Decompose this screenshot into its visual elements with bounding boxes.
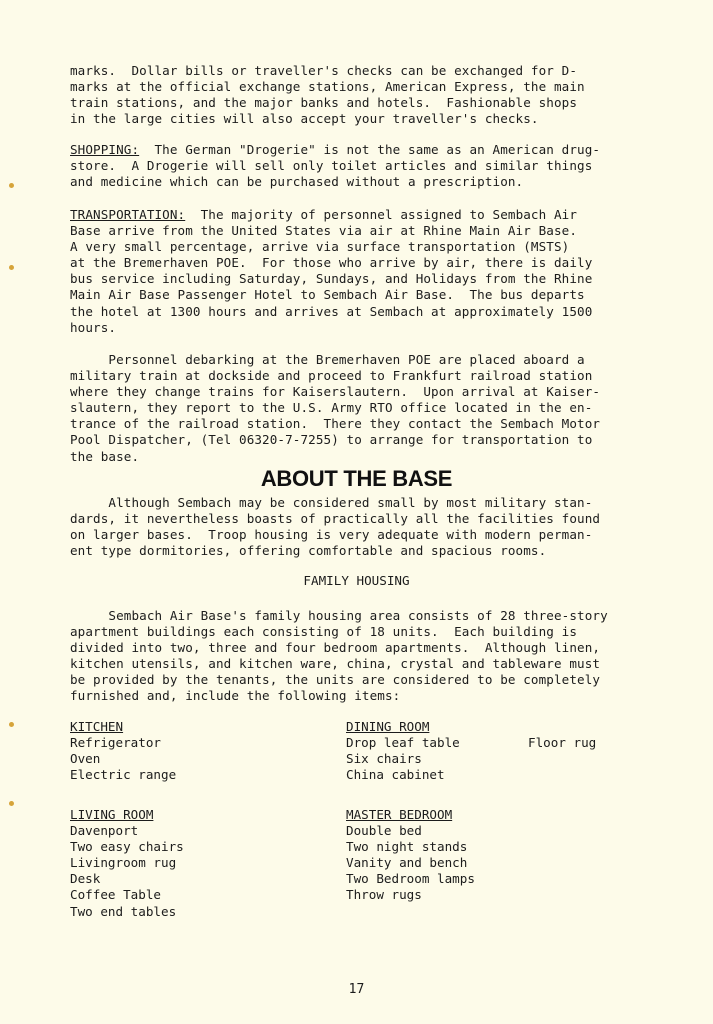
paragraph-about-base: Although Sembach may be considered small by most military stan- dards, it nevertheless boasts of practically all the facilities found on larger bases. Troop housing is very adequate with modern perman- ent type dormitories, offering comfortable and spacious rooms. [70, 495, 601, 559]
list-item: China cabinet [346, 767, 445, 783]
paragraph-family-housing: Sembach Air Base's family housing area consists of 28 three-story apartment buildings each consisting of 18 units. Each building is divided into two, three and four bedroom apartments. Although linen, kitchen utensils, and kitchen ware, china, crystal and tableware must be provided by the tenants, the units are considered to be completely furnished and, include the following items: [70, 608, 608, 704]
list-dining-room [346, 719, 460, 783]
binder-hole-mark [9, 265, 14, 270]
list-title: DINING ROOM [346, 719, 430, 734]
shopping-text: The German "Drogerie" is not the same as an American drug- store. A Drogerie will sell only toilet articles and similar things and medicine which can be purchased without a prescription. [70, 142, 601, 190]
list-item: Davenport [70, 823, 139, 839]
list-item: Vanity and bench [346, 855, 468, 871]
list-item: Two Bedroom lamps [346, 871, 475, 887]
binder-hole-mark [9, 722, 14, 727]
heading-about-the-base: ABOUT THE BASE [260, 466, 453, 491]
list-living-room [70, 807, 184, 920]
list-item: Two night stands [346, 839, 468, 855]
list-item: Oven [70, 751, 101, 767]
list-item: Coffee Table [70, 887, 161, 903]
list-title: MASTER BEDROOM [346, 807, 453, 822]
list-item: Two end tables [70, 903, 177, 919]
paragraph-bremerhaven: Personnel debarking at the Bremerhaven POE are placed aboard a military train at dockside and proceed to Frankfurt railroad station where they change trains for Kaiserslautern. Upon arrival at Kaiser- slautern, they report to the U.S. Army RTO office located in the en- trance of the railroad station. There they contact the Sembach Motor Pool Dispatcher, (Tel 06320-7-7255) to arrange for transportation to the base. [70, 352, 601, 464]
list-item: Electric range [70, 767, 177, 783]
page-number: 17 [348, 982, 365, 997]
section-label-transportation: TRANSPORTATION: [70, 207, 186, 222]
paragraph-shopping [70, 142, 670, 190]
list-item: Throw rugs [346, 887, 422, 903]
list-item: Six chairs [346, 751, 422, 767]
list-item: Floor rug [528, 735, 597, 750]
list-item: Drop leaf table [346, 735, 460, 751]
list-title: KITCHEN [70, 719, 124, 734]
subheading-family-housing: FAMILY HOUSING [303, 573, 410, 588]
list-master-bedroom [346, 807, 475, 904]
list-dining-room-extra [528, 735, 596, 751]
section-label-shopping: SHOPPING: [70, 142, 140, 157]
paragraph-transportation [70, 207, 670, 336]
list-title: LIVING ROOM [70, 807, 154, 822]
list-item: Refrigerator [70, 735, 161, 751]
list-kitchen [70, 719, 176, 783]
binder-hole-mark [9, 801, 14, 806]
binder-hole-mark [9, 183, 14, 188]
list-item: Double bed [346, 823, 422, 839]
list-item: Two easy chairs [70, 839, 184, 855]
transportation-text: The majority of personnel assigned to Sembach Air Base arrive from the United States via air at Rhine Main Air Base. A very small percentage, arrive via surface transportation (MSTS) at the Bremerhaven POE. For those who arrive by air, there is daily bus service including Saturday, Sundays, and Holidays from the Rhine Main Air Base Passenger Hotel to Sembach Air Base. The bus departs the hotel at 1300 hours and arrives at Sembach at approximately 1500 hours. [70, 207, 593, 335]
paragraph-currency: marks. Dollar bills or traveller's checks can be exchanged for D- marks at the official exchange stations, American Express, the main train stations, and the major banks and hotels. Fashionable shops in the large cities will also accept your traveller's checks. [70, 63, 585, 127]
list-item: Livingroom rug [70, 855, 177, 871]
list-item: Desk [70, 871, 101, 887]
